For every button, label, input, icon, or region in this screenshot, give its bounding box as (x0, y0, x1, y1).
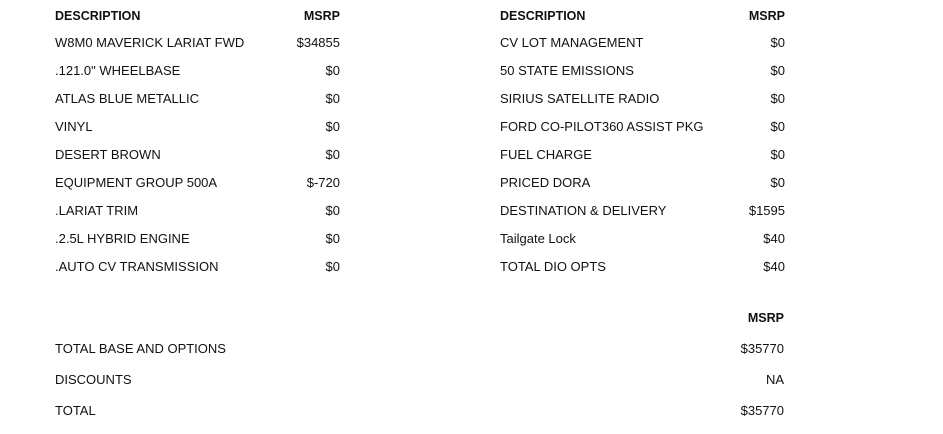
table-row (55, 91, 340, 119)
table-row (55, 147, 340, 175)
item-description: TOTAL DIO OPTS (500, 259, 606, 274)
item-description: .LARIAT TRIM (55, 203, 139, 218)
total-msrp: $35770 (740, 341, 784, 356)
table-row (55, 231, 340, 259)
item-msrp: $0 (325, 147, 340, 162)
item-msrp: $0 (325, 63, 340, 78)
totals-msrp-header: MSRP (747, 311, 784, 325)
item-description: FORD CO-PILOT360 ASSIST PKG (500, 119, 704, 134)
total-base-options-row (55, 341, 784, 372)
item-description: CV LOT MANAGEMENT (500, 35, 644, 50)
item-msrp: $0 (325, 203, 340, 218)
item-description: EQUIPMENT GROUP 500A (55, 175, 218, 190)
table-row (55, 119, 340, 147)
item-description: .121.0" WHEELBASE (55, 63, 181, 78)
item-description: VINYL (55, 119, 93, 134)
left-options-table (55, 8, 340, 287)
discounts-row (55, 372, 784, 403)
totals-header-row (55, 310, 784, 341)
total-description: DISCOUNTS (55, 372, 132, 387)
item-msrp: $0 (325, 119, 340, 134)
table-row (55, 175, 340, 203)
item-msrp: $-720 (306, 175, 340, 190)
item-msrp: $0 (770, 35, 785, 50)
table-row (500, 35, 785, 63)
item-msrp: $0 (770, 91, 785, 106)
grand-total-row (55, 403, 784, 434)
item-msrp: $40 (763, 259, 785, 274)
right-msrp-header: MSRP (748, 9, 785, 23)
item-description: Tailgate Lock (500, 231, 576, 246)
total-description: TOTAL BASE AND OPTIONS (55, 341, 226, 356)
item-msrp: $1595 (748, 203, 785, 218)
item-description: 50 STATE EMISSIONS (500, 63, 634, 78)
total-msrp: NA (765, 372, 784, 387)
table-row (500, 63, 785, 91)
item-msrp: $0 (325, 91, 340, 106)
right-header-row (500, 8, 785, 35)
right-description-header: DESCRIPTION (500, 9, 586, 23)
item-msrp: $34855 (296, 35, 340, 50)
left-msrp-header: MSRP (303, 9, 340, 23)
item-msrp: $0 (770, 119, 785, 134)
total-msrp: $35770 (740, 403, 784, 418)
item-msrp: $0 (325, 259, 340, 274)
item-msrp: $40 (763, 231, 785, 246)
item-description: SIRIUS SATELLITE RADIO (500, 91, 660, 106)
item-msrp: $0 (325, 231, 340, 246)
right-options-table (500, 8, 785, 287)
item-description: ATLAS BLUE METALLIC (55, 91, 200, 106)
table-row (500, 231, 785, 259)
left-header-row (55, 8, 340, 35)
item-description: W8M0 MAVERICK LARIAT FWD (55, 35, 245, 50)
item-msrp: $0 (770, 63, 785, 78)
item-msrp: $0 (770, 175, 785, 190)
item-description: .2.5L HYBRID ENGINE (55, 231, 190, 246)
table-row (500, 147, 785, 175)
table-row (55, 63, 340, 91)
left-description-header: DESCRIPTION (55, 9, 141, 23)
item-description: DESTINATION & DELIVERY (500, 203, 667, 218)
totals-table (55, 310, 784, 434)
item-description: DESERT BROWN (55, 147, 161, 162)
table-row (500, 175, 785, 203)
table-row (500, 119, 785, 147)
item-description: FUEL CHARGE (500, 147, 592, 162)
table-row (500, 91, 785, 119)
table-row (500, 203, 785, 231)
table-row (500, 259, 785, 287)
table-row (55, 35, 340, 63)
total-description: TOTAL (55, 403, 96, 418)
item-description: .AUTO CV TRANSMISSION (55, 259, 219, 274)
item-msrp: $0 (770, 147, 785, 162)
table-row (55, 203, 340, 231)
table-row (55, 259, 340, 287)
item-description: PRICED DORA (500, 175, 591, 190)
